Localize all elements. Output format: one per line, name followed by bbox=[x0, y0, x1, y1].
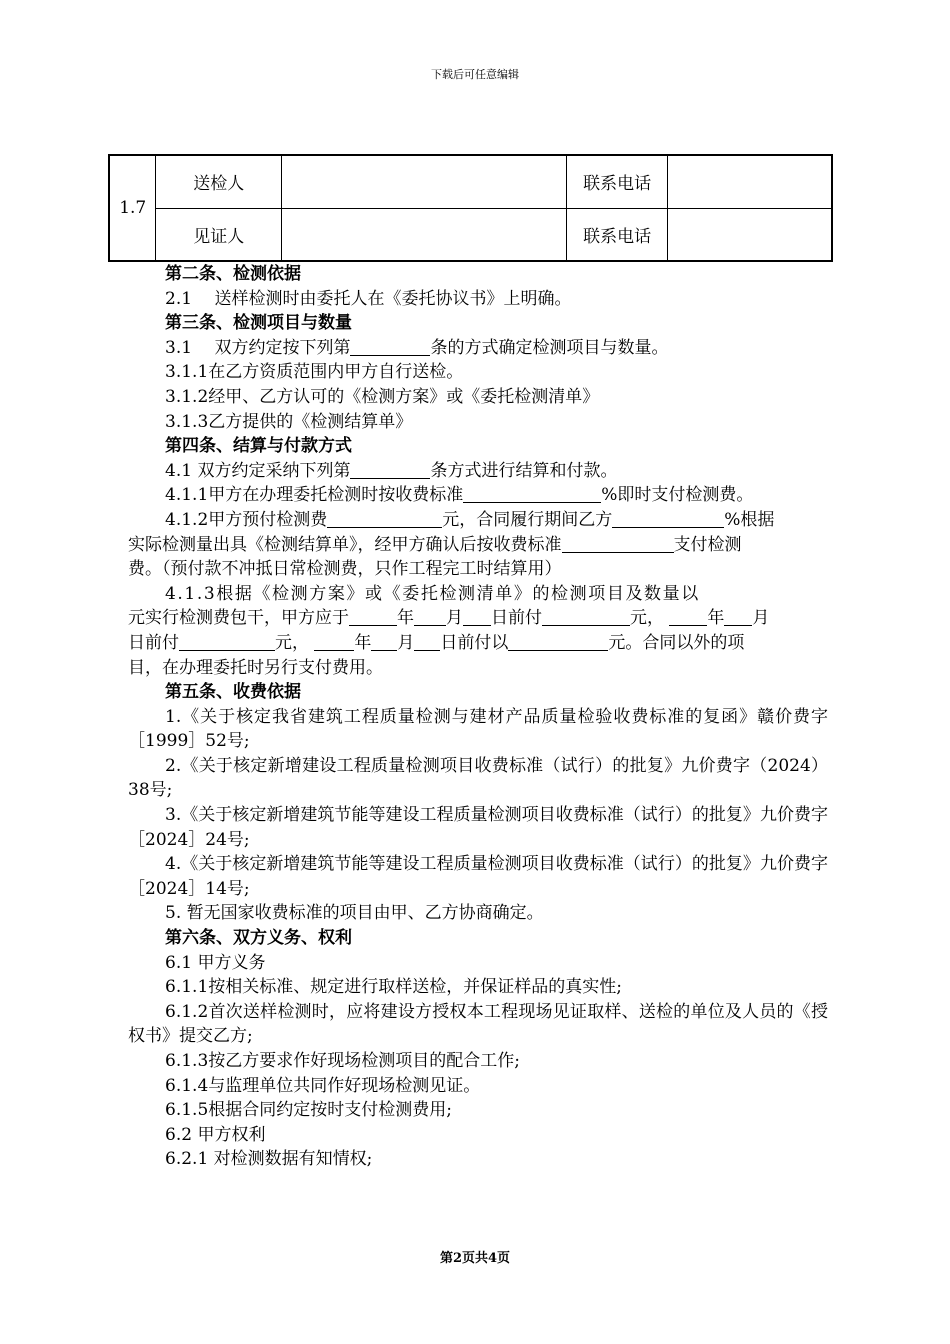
paragraph: 2.1 送样检测时由委托人在《委托协议书》上明确。 bbox=[165, 288, 572, 309]
blank-field[interactable] bbox=[350, 337, 430, 356]
sender-witness-table bbox=[108, 154, 833, 262]
blank-field[interactable] bbox=[314, 632, 354, 651]
paragraph: 目，在办理委托时另行支付费用。 bbox=[128, 657, 383, 678]
blank-field[interactable] bbox=[724, 607, 752, 626]
paragraph: 3.1.3乙方提供的《检测结算单》 bbox=[165, 411, 413, 432]
paragraph: 6.1.3按乙方要求作好现场检测项目的配合工作; bbox=[165, 1051, 520, 1071]
sender-phone-label: 联系电话 bbox=[567, 155, 668, 208]
blank-field[interactable] bbox=[542, 607, 630, 626]
paragraph: 日前付 元， 年 月 日前付以 元。合同以外的项 bbox=[128, 632, 745, 653]
header-note: 下载后可任意编辑 bbox=[431, 68, 519, 81]
blank-field[interactable] bbox=[463, 607, 491, 626]
paragraph: 实际检测量出具《检测结算单》，经甲方确认后按收费标准 支付检测 bbox=[128, 534, 742, 555]
page-number: 第2页共4页 bbox=[439, 1251, 511, 1266]
paragraph: 6.2 甲方权利 bbox=[165, 1124, 266, 1145]
blank-field[interactable] bbox=[350, 460, 430, 479]
paragraph: 3.1.1在乙方资质范围内甲方自行送检。 bbox=[165, 362, 464, 383]
paragraph: 6.1 甲方义务 bbox=[165, 952, 266, 973]
blank-field[interactable] bbox=[414, 632, 440, 651]
section-title: 第四条、结算与付款方式 bbox=[165, 436, 352, 457]
section-title: 第五条、收费依据 bbox=[165, 682, 301, 703]
sender-value-cell[interactable] bbox=[282, 155, 567, 208]
paragraph: 2.《关于核定新增建设工程质量检测项目收费标准（试行）的批复》九价费字（2024）38号; bbox=[128, 755, 828, 801]
blank-field[interactable] bbox=[562, 534, 674, 553]
blank-field[interactable] bbox=[349, 607, 397, 626]
section-title: 第六条、双方义务、权利 bbox=[165, 928, 352, 949]
paragraph: 1.《关于核定我省建筑工程质量检测与建材产品质量检验收费标准的复函》赣价费字［1999］52号; bbox=[128, 706, 828, 752]
paragraph: 5. 暂无国家收费标准的项目由甲、乙方协商确定。 bbox=[165, 903, 544, 924]
paragraph: 3.1.2经甲、乙方认可的《检测方案》或《委托检测清单》 bbox=[165, 386, 600, 407]
blank-field[interactable] bbox=[327, 509, 442, 528]
paragraph: 6.1.5根据合同约定按时支付检测费用; bbox=[165, 1100, 452, 1121]
paragraph: 元实行检测费包干，甲方应于 年 月 日前付 元， 年 月 bbox=[128, 608, 770, 629]
paragraph: 6.1.4与监理单位共同作好现场检测见证。 bbox=[165, 1075, 481, 1096]
witness-phone-cell[interactable] bbox=[667, 208, 832, 261]
paragraph: 6.1.2首次送样检测时，应将建设方授权本工程现场见证取样、送检的单位及人员的《授权书》提交乙方; bbox=[128, 1001, 828, 1047]
paragraph: 4.1.3根据《检测方案》或《委托检测清单》的检测项目及数量以 bbox=[165, 583, 700, 604]
witness-value-cell[interactable] bbox=[282, 208, 567, 261]
blank-field[interactable] bbox=[463, 484, 601, 503]
paragraph: 6.2.1 对检测数据有知情权; bbox=[165, 1149, 373, 1170]
paragraph: 4.1.1甲方在办理委托检测时按收费标准 %即时支付检测费。 bbox=[165, 485, 754, 506]
blank-field[interactable] bbox=[612, 509, 724, 528]
section-title: 第三条、检测项目与数量 bbox=[165, 313, 352, 334]
blank-field[interactable] bbox=[414, 607, 446, 626]
witness-phone-label: 联系电话 bbox=[567, 208, 668, 261]
row-number-cell: 1.7 bbox=[109, 155, 156, 261]
blank-field[interactable] bbox=[508, 632, 608, 651]
section-title: 第二条、检测依据 bbox=[165, 264, 301, 284]
paragraph: 3.1 双方约定按下列第 条的方式确定检测项目与数量。 bbox=[165, 337, 669, 358]
sender-phone-cell[interactable] bbox=[667, 155, 832, 208]
contract-body bbox=[128, 262, 828, 1172]
paragraph: 6.1.1按相关标准、规定进行取样送检，并保证样品的真实性; bbox=[165, 977, 622, 998]
witness-label: 见证人 bbox=[156, 208, 282, 261]
blank-field[interactable] bbox=[179, 632, 275, 651]
blank-field[interactable] bbox=[371, 632, 397, 651]
blank-field[interactable] bbox=[669, 607, 707, 626]
paragraph: 费。（预付款不冲抵日常检测费，只作工程完工时结算用） bbox=[128, 559, 562, 580]
sender-label: 送检人 bbox=[156, 155, 282, 208]
paragraph: 4.1.2甲方预付检测费 元，合同履行期间乙方 %根据 bbox=[165, 509, 775, 530]
paragraph: 4.1 双方约定采纳下列第 条方式进行结算和付款。 bbox=[165, 460, 618, 481]
paragraph: 3.《关于核定新增建筑节能等建设工程质量检测项目收费标准（试行）的批复》九价费字［2024］24号; bbox=[128, 805, 828, 850]
paragraph: 4.《关于核定新增建筑节能等建设工程质量检测项目收费标准（试行）的批复》九价费字［2024］14号; bbox=[128, 854, 828, 899]
